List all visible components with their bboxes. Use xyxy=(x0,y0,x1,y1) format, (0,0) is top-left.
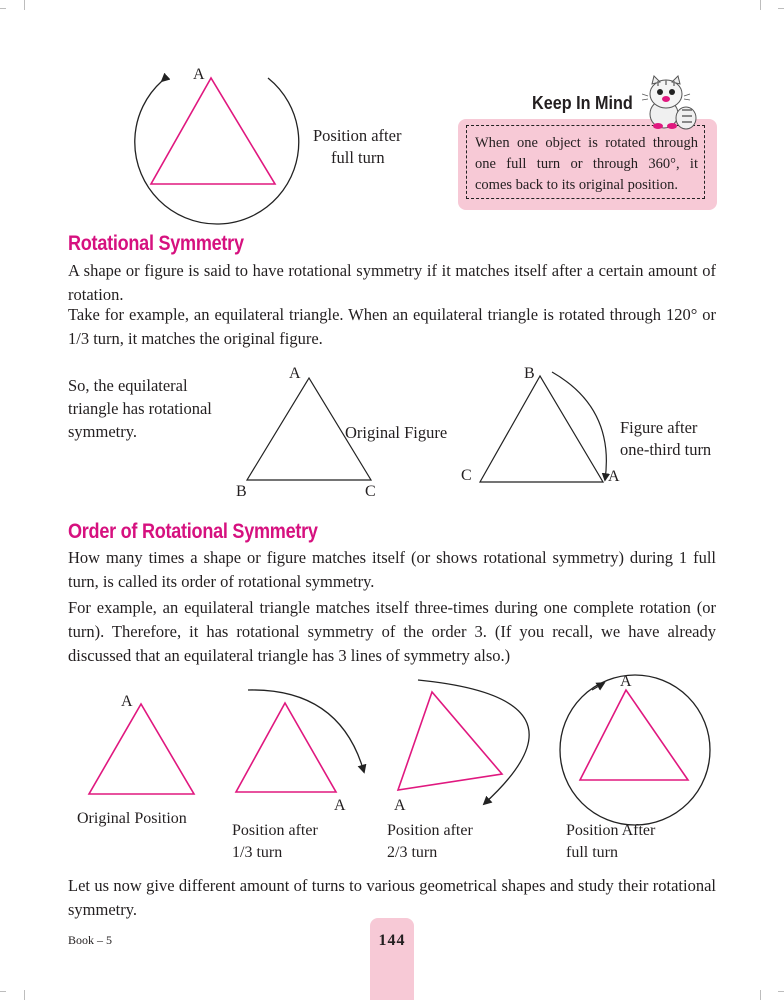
triangle xyxy=(236,703,336,792)
vertex-label-a: A xyxy=(193,66,205,83)
paragraph-order-definition: How many times a shape or figure matches itself (or shows rotational symmetry) during 1 full turn, is called its order of rotational symmetry. xyxy=(68,548,716,591)
original-figure-caption: Original Figure xyxy=(345,423,448,442)
side-text-line1: So, the equilateral xyxy=(68,376,188,395)
figure4-label-a: A xyxy=(620,673,632,690)
paragraph-order-example: For example, an equilateral triangle matches itself three-times during one complete rotation (or turn). Therefore, it has rotational symmetry of the order 3. (If you recall, we have already discussed that an equilateral triangle has 3 lines of symmetry also.) xyxy=(68,598,716,665)
vertex-label-c: C xyxy=(365,483,376,500)
keep-in-mind-box xyxy=(458,119,717,210)
vertex-label-b: B xyxy=(524,365,535,382)
figure4-caption-line1: Position After xyxy=(566,822,656,839)
figure2-label-a: A xyxy=(334,797,346,814)
top-caption-line2: full turn xyxy=(331,148,385,167)
triangle xyxy=(580,690,688,780)
crop-mark xyxy=(778,8,784,9)
rotation-arc xyxy=(135,78,299,224)
rotated-caption-line1: Figure after xyxy=(620,418,698,437)
rotated-caption-line2: one-third turn xyxy=(620,440,712,459)
figure2-caption-line1: Position after xyxy=(232,822,318,839)
heading-rotational-symmetry: Rotational Symmetry xyxy=(68,232,244,255)
keep-in-mind-title: Keep In Mind xyxy=(532,93,633,113)
figure1-label-a: A xyxy=(121,693,133,710)
vertex-label-a: A xyxy=(608,468,620,485)
crop-mark xyxy=(24,0,25,10)
triangle xyxy=(480,376,603,482)
vertex-label-a: A xyxy=(289,365,301,382)
paragraph-closing: Let us now give different amount of turns to various geometrical shapes and study their rotational symmetry. xyxy=(68,876,716,919)
triangle xyxy=(89,704,194,794)
vertex-label-c: C xyxy=(461,467,472,484)
figure4-caption-line2: full turn xyxy=(566,844,618,861)
one-third-turn-figure xyxy=(475,368,620,486)
top-caption-line1: Position after xyxy=(313,126,402,145)
figure3-caption-line2: 2/3 turn xyxy=(387,844,438,861)
crop-mark xyxy=(0,991,6,992)
page-number: 144 xyxy=(378,932,406,949)
crop-mark xyxy=(760,0,761,10)
cat-mascot-icon xyxy=(642,74,700,132)
footer-book: Book – 5 xyxy=(68,933,113,947)
crop-mark xyxy=(778,991,784,992)
crop-mark xyxy=(760,990,761,1000)
figure2-caption-line2: 1/3 turn xyxy=(232,844,283,861)
heading-order-rotational-symmetry: Order of Rotational Symmetry xyxy=(68,520,318,543)
paragraph-definition: A shape or figure is said to have rotational symmetry if it matches itself after a certain amount of rotation. xyxy=(68,261,716,304)
triangle xyxy=(398,692,502,790)
side-text-line2: triangle has rotational xyxy=(68,399,212,418)
rotation-arc xyxy=(248,690,364,772)
figure3-caption-line1: Position after xyxy=(387,822,473,839)
paragraph-example: Take for example, an equilateral triangle. When an equilateral triangle is rotated through 120° or 1/3 turn, it matches the original figure. xyxy=(68,305,716,348)
vertex-label-b: B xyxy=(236,483,247,500)
triangle xyxy=(151,78,275,184)
full-turn-figure xyxy=(110,60,310,240)
rotation-arc xyxy=(552,372,606,480)
figure1-caption: Original Position xyxy=(77,810,187,827)
rotation-circle xyxy=(560,675,710,825)
crop-mark xyxy=(24,990,25,1000)
page-number-tab xyxy=(370,918,414,1000)
side-text-line3: symmetry. xyxy=(68,422,138,441)
keep-in-mind-text: When one object is rotated through one full turn or through 360°, it comes back to its original position. xyxy=(466,125,705,199)
figure3-label-a: A xyxy=(394,797,406,814)
rotation-arc xyxy=(418,680,529,804)
crop-mark xyxy=(0,8,6,9)
